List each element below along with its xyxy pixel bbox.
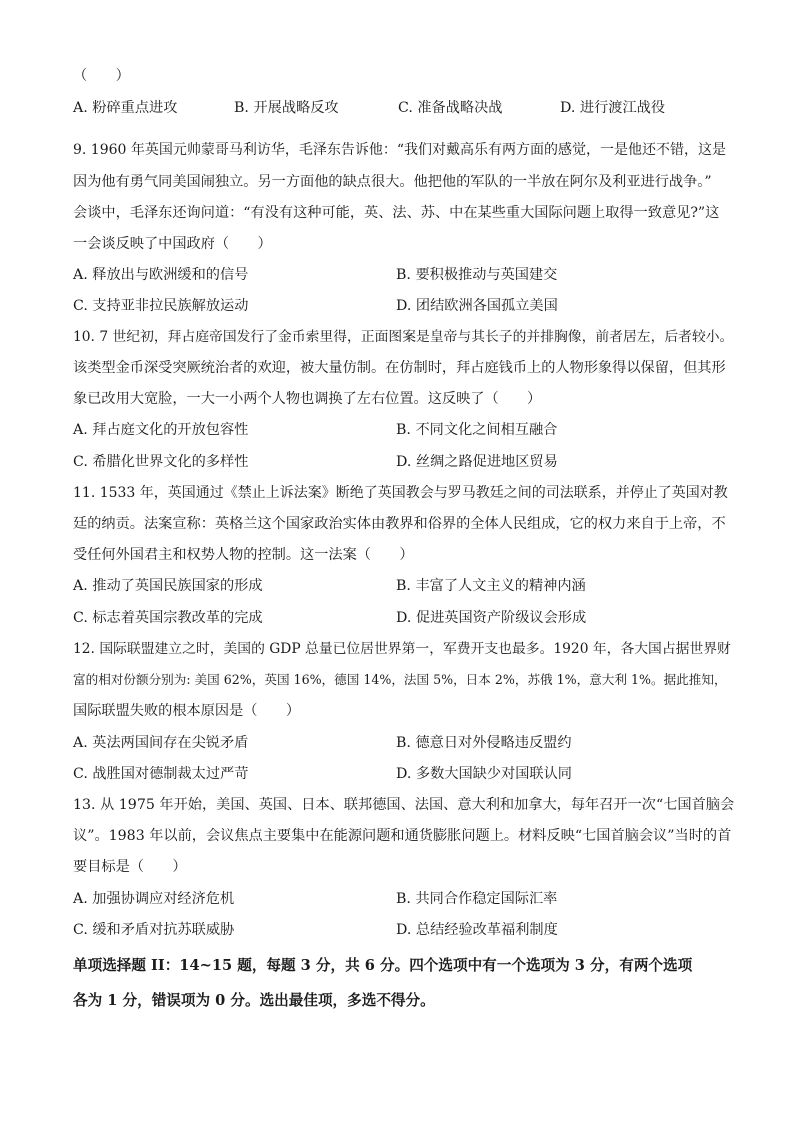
q13-line-3: 要目标是（ ） [73,859,187,875]
q8-option-c: C. 准备战略决战 [398,100,503,116]
q11-option-c: C. 标志着英国宗教改革的完成 [73,610,263,626]
q10-line-2: 该类型金币深受突厥统治者的欢迎，被大量仿制。在仿制时，拜占庭钱币上的人物形象得以保留，但其形 [73,360,726,376]
q13-option-c: C. 缓和矛盾对抗苏联威胁 [73,922,235,938]
q11-line-3: 受任何外国君主和权势人物的控制。这一法案（ ） [73,547,414,563]
q13-line-2: 议”。1983 年以前，会议焦点主要集中在能源问题和通货膨胀问题上。材料反映“七国首脑会议”当时的首 [73,828,732,844]
q10-option-d: D. 丝绸之路促进地区贸易 [396,454,558,470]
q8-option-a: A. 粉碎重点进攻 [73,100,178,116]
q11-option-a: A. 推动了英国民族国家的形成 [73,578,263,594]
q9-option-d: D. 团结欧洲各国孤立美国 [396,298,558,314]
q12-option-c: C. 战胜国对德制裁太过严苛 [73,766,249,782]
q8-option-d: D. 进行渡江战役 [560,100,666,116]
section-2-instructions: 各为 1 分，错误项为 0 分。选出最佳项，多选不得分。 [73,992,435,1009]
q11-option-d: D. 促进英国资产阶级议会形成 [396,610,587,626]
q12-option-b: B. 德意日对外侵略违反盟约 [396,735,572,751]
q10-line-3: 象已改用大宽脸，一大一小两个人物也调换了左右位置。这反映了（ ） [73,391,542,407]
q13-option-d: D. 总结经验改革福利制度 [396,922,558,938]
q13-line-1: 13. 从 1975 年开始，美国、英国、日本、联邦德国、法国、意大利和加拿大，每年召开一次“七国首脑会 [73,797,735,813]
q9-option-c: C. 支持亚非拉民族解放运动 [73,298,249,314]
q12-line-2: 富的相对份额分别为: 美国 62%，英国 16%，德国 14%，法国 5%，日本 2%，苏俄 1%，意大利 1%。据此推知， [73,672,727,687]
q10-line-1: 10. 7 世纪初，拜占庭帝国发行了金币索里得，正面图案是皇帝与其长子的并排胸像，前者居左，后者较小。 [73,329,734,345]
q9-line-4: 一会谈反映了中国政府（ ） [73,236,272,252]
q11-option-b: B. 丰富了人文主义的精神内涵 [396,578,586,594]
section-2-heading: 单项选择题 II：14~15 题，每题 3 分，共 6 分。四个选项中有一个选项为 3 分，有两个选项 [73,957,693,974]
q11-line-1: 11. 1533 年，英国通过《禁止上诉法案》断绝了英国教会与罗马教廷之间的司法联系，并停止了英国对教 [73,485,728,501]
q10-option-b: B. 不同文化之间相互融合 [396,422,558,438]
q12-line-1: 12. 国际联盟建立之时，美国的 GDP 总量已位居世界第一，军费开支也最多。1920 年，各大国占据世界财 [73,641,731,657]
q10-option-a: A. 拜占庭文化的开放包容性 [73,422,249,438]
q9-option-a: A. 释放出与欧洲缓和的信号 [73,267,249,283]
q9-line-1: 9. 1960 年英国元帅蒙哥马利访华，毛泽东告诉他：“我们对戴高乐有两方面的感觉，一是他还不错，这是 [73,142,727,158]
q8-bracket: （ ） [73,68,130,84]
q8-option-b: B. 开展战略反攻 [234,100,339,116]
q12-line-3: 国际联盟失败的根本原因是（ ） [73,703,301,719]
q11-line-2: 廷的纳贡。法案宣称：英格兰这个国家政治实体由教界和俗界的全体人民组成，它的权力来自于上帝，不 [73,516,726,532]
q10-option-c: C. 希腊化世界文化的多样性 [73,454,249,470]
q12-option-a: A. 英法两国间存在尖锐矛盾 [73,735,249,751]
q12-option-d: D. 多数大国缺少对国联认同 [396,766,572,782]
q13-option-a: A. 加强协调应对经济危机 [73,891,235,907]
q9-option-b: B. 要积极推动与英国建交 [396,267,558,283]
q13-option-b: B. 共同合作稳定国际汇率 [396,891,558,907]
q9-line-3: 会谈中，毛泽东还询问道：“有没有这种可能，英、法、苏、中在某些重大国际问题上取得一致意见?”这 [73,205,720,221]
q9-line-2: 因为他有勇气同美国闹独立。另一方面他的缺点很大。他把他的军队的一半放在阿尔及利亚进行战争。” [73,174,712,190]
